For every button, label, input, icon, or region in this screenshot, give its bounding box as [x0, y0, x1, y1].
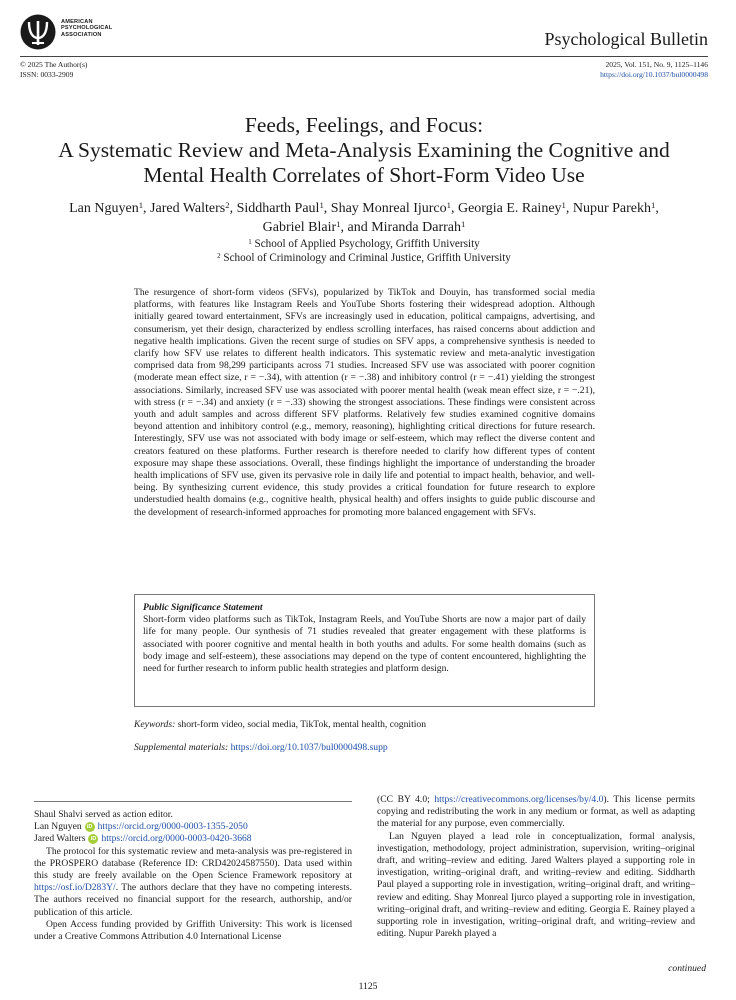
supplemental-materials	[134, 742, 388, 753]
footnote-right-column	[377, 794, 695, 940]
orcid-link[interactable]: https://orcid.org/0000-0003-1355-2050	[97, 821, 248, 833]
author-affiliation: 1	[336, 219, 341, 230]
continued-label: continued	[668, 963, 706, 974]
keywords-text: short-form video, social media, TikTok, mental health, cognition	[177, 719, 427, 730]
abstract: The resurgence of short-form videos (SFVs), popularized by TikTok and Douyin, has transformed social media platforms, with features like Instagram Reels and YouTube Shorts fostering their widespread adoption. Although initially geared toward entertainment, SFVs are increasingly used in education, political campaigns, advertising, and consumerism, yet their design, characterized by endless scrolling interfaces, has raised concerns about addiction and negative health implications. Given the recent surge of studies on SFV apps, a comprehensive synthesis is needed to clarify how SFV use relates to different health indicators. This systematic review and meta-analytic investigation comprised data from 98,299 participants across 71 studies. Increased SFV use was associated with poorer cognition (moderate mean effect size, r = −.34), with attention (r = −.38) and inhibitory control (r = −.41) yielding the strongest associations. Similarly, increased SFV use was associated with poorer mental health (weak mean effect size, r = −.21), with stress (r = −.34) and anxiety (r = −.33) showing the strongest associations. These findings were consistent across youth and adult samples and across different SFV platforms. Relatively few studies examined cognitive domains beyond attention and inhibitory control (e.g., memory, reasoning), highlighting critical directions for future research. Interestingly, SFV use was not associated with body image or self-esteem, which may reflect the diverse content and creators featured on these platforms. Further research is therefore needed to clarify how different types of content exposure may shape these associations. Overall, these findings highlight the importance of understanding the broader health implications of SFV use, given its pervasive role in daily life and potential to impact health, behavior, and well-being. By synthesizing current evidence, this study provides a critical foundation for future research to explore understudied health domains (e.g., cognitive health, physical health) and offers insights to guide public discourse and the development of research-informed approaches for promoting more balanced engagement with SFVs.	[134, 287, 595, 518]
supplemental-link[interactable]: https://doi.org/10.1037/bul0000498.supp	[230, 742, 388, 753]
action-editor: Shaul Shalvi served as action editor.	[34, 809, 173, 820]
author-roles: Lan Nguyen played a lead role in conceptualization, formal analysis, investigation, methodology, project administration, supervision, writing–original draft, and writing–review and editing. Jared Walters played a supporting role in investigation, writing–original draft, and writing–review and editing. Siddharth Paul played a supporting role in investigation, writing–original draft, and writing–review and editing. Shay Monreal Ijurco played a supporting role in investigation, writing–original draft, and writing–review and editing. Georgia E. Rainey played a supporting role in investigation, writing–original draft, and writing–review and editing. Nupur Parekh played a	[377, 830, 695, 940]
author-affiliation: 2	[225, 200, 230, 211]
license-text: (CC BY 4.0;	[377, 794, 435, 805]
affiliation: $^1$ School of Applied Psychology, Griffith University	[248, 237, 480, 250]
title-line: Mental Health Correlates of Short-Form Video Use	[143, 163, 585, 187]
keywords-label: Keywords:	[134, 719, 176, 730]
author-affiliation: 1	[138, 200, 144, 211]
author-name: Siddharth Paul	[236, 201, 320, 216]
author-name: Gabriel Blair	[262, 220, 337, 235]
orcid-link[interactable]: https://orcid.org/0000-0003-0420-3668	[101, 833, 252, 845]
affiliation-number: 2	[217, 251, 221, 260]
keywords	[134, 719, 426, 730]
issn: ISSN: 0033-2909	[20, 69, 74, 79]
orcid-author: Lan Nguyen	[34, 821, 82, 833]
copyright-block	[20, 60, 87, 79]
footnote-left-column	[34, 801, 352, 943]
author-affiliation: 1	[561, 200, 566, 211]
significance-text: Short-form video platforms such as TikTok, Instagram Reels, and YouTube Shorts are now a major part of daily life for many people. Our synthesis of 71 studies revealed that greater engagement with these platforms is associated with poorer cognitive and mental health in both youths and adults. For some health domains (such as body image and self-esteem), these associations may depend on the type of content encountered, highlighting the need for further research to inform public health strategies and platform design.	[143, 614, 586, 675]
citation-block	[600, 60, 708, 79]
protocol-text: . The authors declare that they have no competing interests. The authors received no financial support for the research, authorship, and/or publication of this article.	[34, 882, 352, 918]
publisher-name: AMERICAN PSYCHOLOGICAL ASSOCIATION	[61, 19, 113, 38]
public-significance-box	[134, 594, 595, 707]
author-name: Lan Nguyen	[69, 201, 139, 216]
license-link[interactable]: https://creativecommons.org/licenses/by/4.0	[434, 794, 604, 805]
author-affiliation: 1	[319, 200, 324, 211]
protocol-text: The protocol for this systematic review and meta-analysis was pre-registered in the PROSPERO database (Reference ID: CRD42024587550). Data used within this study are freely available on the Open Science Framework repository at	[34, 845, 352, 882]
significance-heading: Public Significance Statement	[143, 602, 263, 613]
header-rule	[20, 56, 708, 57]
author-affiliation: 1	[461, 219, 466, 230]
orcid-icon: iD	[85, 822, 95, 832]
author-affiliation: 1	[651, 200, 656, 211]
title-line: A Systematic Review and Meta-Analysis Examining the Cognitive and	[58, 138, 670, 162]
osf-link[interactable]: https://osf.io/D283Y/	[34, 882, 116, 894]
orcid-author: Jared Walters	[34, 833, 86, 845]
title-line: Feeds, Feelings, and Focus:	[244, 113, 484, 137]
author-name: Shay Monreal Ijurco	[330, 201, 447, 216]
author-list: Lan Nguyen$^1$, Jared Walters$^2$, Siddharth Paul$^1$, Shay Monreal Ijurco$^1$, Georgia E. Rainey$^1$, Nupur Parekh$^1$, Gabriel Blair$^1$, and Miranda Darrah$^1$	[69, 200, 659, 235]
affiliations	[20, 237, 708, 265]
affiliation-number: 1	[248, 237, 252, 246]
paper-title	[20, 113, 708, 188]
apa-logo-icon	[20, 14, 56, 50]
author-name: Georgia E. Rainey	[457, 201, 562, 216]
page-number: 1125	[358, 981, 378, 992]
journal-title: Psychological Bulletin	[544, 29, 708, 49]
author-name: Jared Walters	[150, 201, 226, 216]
supplemental-label: Supplemental materials:	[134, 742, 229, 753]
affiliation: $^2$ School of Criminology and Criminal Justice, Griffith University	[217, 251, 511, 264]
open-access-text: Open Access funding provided by Griffith University: This work is licensed under a Creative Commons Attribution 4.0 International License	[34, 918, 352, 943]
author-affiliation: 1	[446, 200, 451, 211]
author-name: Nupur Parekh	[572, 201, 652, 216]
license-text: ). This license permits copying and redistributing the work in any medium or format, as well as adapting the material for any purpose, even commercially.	[377, 794, 695, 830]
copyright: © 2025 The Author(s)	[20, 60, 88, 69]
doi-link[interactable]: https://doi.org/10.1037/bul0000498	[600, 69, 708, 79]
author-name: Miranda Darrah	[371, 220, 461, 235]
orcid-icon: iD	[88, 834, 98, 844]
citation: 2025, Vol. 151, No. 9, 1125–1146	[605, 60, 708, 69]
